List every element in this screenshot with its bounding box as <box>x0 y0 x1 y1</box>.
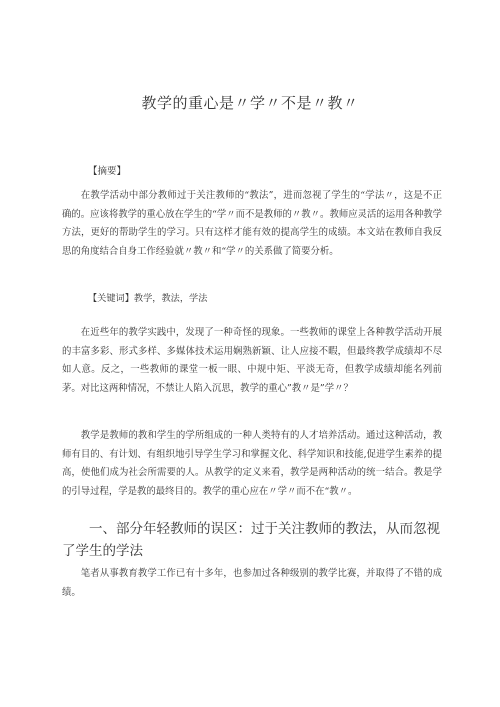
section-heading-1: 一、部分年轻教师的误区：过于关注教师的教法，从而忽视了学生的学法 <box>62 521 440 559</box>
keywords-line: 【关键词】教学，教法，学法 <box>88 293 208 304</box>
abstract-label: 【摘要】 <box>88 166 127 177</box>
body-paragraph-3: 笔者从事教育教学工作已有十多年，也参加过各种级别的教学比赛，并取得了不错的成绩。 <box>62 568 442 598</box>
body-paragraph-1: 在近些年的教学实践中，发现了一种奇怪的现象。一些教师的课堂上各种教学活动开展的丰富多彩、形式多样、多媒体技术运用娴熟新颖、让人应接不暇，但最终教学成绩却不尽如人意。反之，一些教师的课堂一板一眼、中规中矩、平淡无奇，但教学成绩却能名列前茅。对比这两种情况，不禁让人陷入沉思，教学的重心”教〃是”学〃？ <box>62 327 442 394</box>
body-paragraph-2: 教学是教师的教和学生的学所组成的一种人类特有的人才培养活动。通过这种活动，教师有目的、有计划、有组织地引导学生学习和掌握文化、科学知识和技能,促进学生素养的提高，使他们成为社会所需要的人。从教学的定义来看，教学是两种活动的统一结合。教是学的引导过程，学是教的最终目的。教学的重心应在〃学〃而不在“教〃。 <box>62 430 442 497</box>
abstract-paragraph: 在教学活动中部分教师过于关注教师的“教法”，进而忽视了学生的“学法〃，这是不正确的。应该将教学的重心放在学生的“学〃而不是教师的〃教〃。教师应灵活的运用各种教学方法，更好的帮助学生的学习。只有这样才能有效的提高学生的成绩。本文站在教师自我反思的角度结合自身工作经验就〃教〃和“学〃的关系做了简要分析。 <box>62 190 442 257</box>
document-title: 教学的重心是〃学〃不是〃教〃 <box>141 94 359 112</box>
